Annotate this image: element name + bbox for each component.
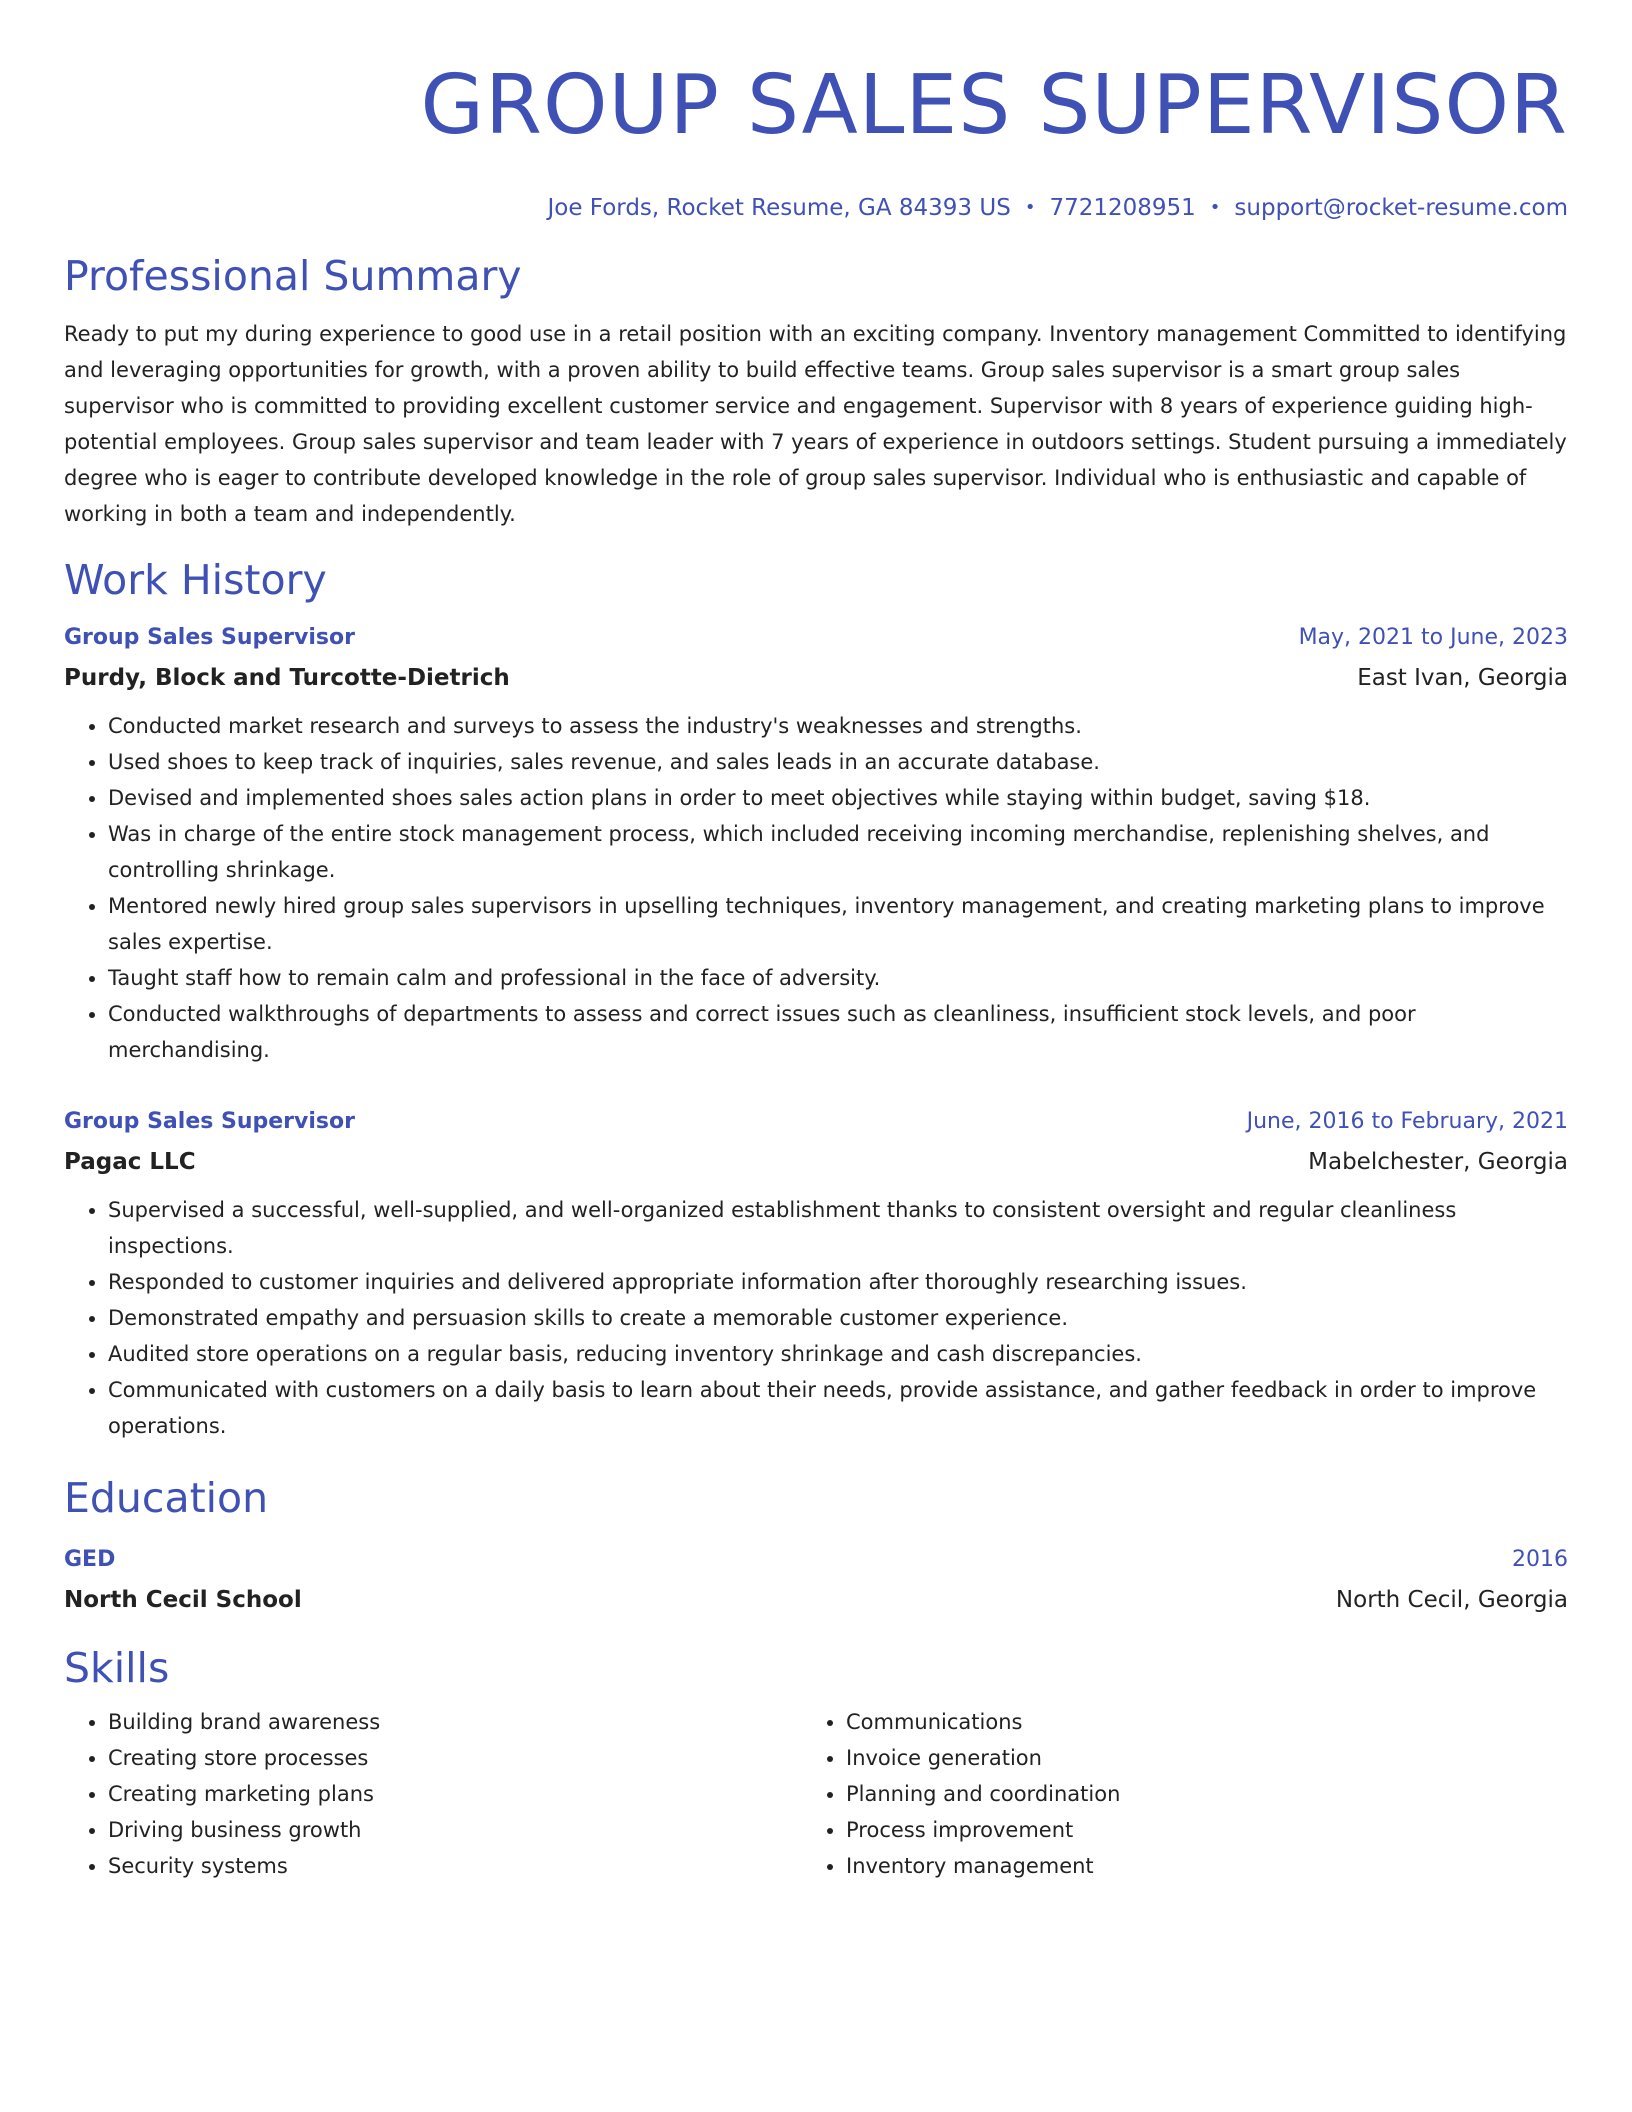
job-title: Group Sales Supervisor <box>64 1109 355 1134</box>
education-entry <box>64 1540 1568 1620</box>
work-entry-subheader <box>64 1142 1568 1182</box>
job-location: Mabelchester, Georgia <box>1308 1149 1568 1175</box>
skills-column-right <box>802 1704 1540 1884</box>
skill-item: • Inventory management <box>846 1848 1540 1884</box>
job-dates: May, 2021 to June, 2023 <box>1298 625 1568 650</box>
company-name: Pagac LLC <box>64 1149 196 1175</box>
summary-heading: Professional Summary <box>64 252 522 300</box>
work-entry-header <box>64 1102 1568 1142</box>
education-entry-header <box>64 1540 1568 1580</box>
job-bullet: • Conducted walkthroughs of departments to assess and correct issues such as cleanliness, insufficient stock levels, and poor merchandising. <box>108 996 1568 1068</box>
education-entry-subheader <box>64 1580 1568 1620</box>
contact-line <box>64 192 1568 224</box>
job-bullet: • Conducted market research and surveys to assess the industry's weaknesses and strengths. <box>108 708 1568 744</box>
work-entry-subheader <box>64 658 1568 698</box>
job-bullet: • Responded to customer inquiries and delivered appropriate information after thoroughly researching issues. <box>108 1264 1568 1300</box>
summary-text: Ready to put my during experience to good use in a retail position with an exciting company. Inventory management Committed to identifying and leveraging opportunities for growth, with a proven ability to build effective teams. Group sales supervisor is a smart group sales supervisor who is committed to providing excellent customer service and engagement. Supervisor with 8 years of experience guiding high-potential employees. Group sales supervisor and team leader with 7 years of experience in outdoors settings. Student pursuing a immediately degree who is eager to contribute developed knowledge in the role of group sales supervisor. Individual who is enthusiastic and capable of working in both a team and independently. <box>64 322 1567 526</box>
skills-heading: Skills <box>64 1644 170 1692</box>
job-bullet-list <box>64 1192 1568 1444</box>
skill-item: • Communications <box>846 1704 1540 1740</box>
skill-item: • Creating store processes <box>108 1740 802 1776</box>
skill-item: • Creating marketing plans <box>108 1776 802 1812</box>
education-year: 2016 <box>1512 1547 1568 1572</box>
job-bullet: • Devised and implemented shoes sales action plans in order to meet objectives while staying within budget, saving $18. <box>108 780 1568 816</box>
skill-item: • Planning and coordination <box>846 1776 1540 1812</box>
contact-address: Joe Fords, Rocket Resume, GA 84393 US <box>547 195 1011 221</box>
contact-email: support@rocket-resume.com <box>1234 195 1568 221</box>
school-location: North Cecil, Georgia <box>1335 1587 1568 1613</box>
job-location: East Ivan, Georgia <box>1357 665 1568 691</box>
school-name: North Cecil School <box>64 1587 302 1613</box>
job-title: Group Sales Supervisor <box>64 625 355 650</box>
job-bullet: • Communicated with customers on a daily basis to learn about their needs, provide assistance, and gather feedback in order to improve operations. <box>108 1372 1568 1444</box>
contact-separator: • <box>1209 197 1221 218</box>
contact-separator: • <box>1024 197 1036 218</box>
work-history-heading: Work History <box>64 556 327 604</box>
contact-phone: 7721208951 <box>1049 195 1196 221</box>
skill-item: • Process improvement <box>846 1812 1540 1848</box>
skills-column-left <box>64 1704 802 1884</box>
work-entry <box>64 618 1568 1068</box>
skills-list <box>64 1704 802 1884</box>
job-bullet: • Taught staff how to remain calm and professional in the face of adversity. <box>108 960 1568 996</box>
company-name: Purdy, Block and Turcotte-Dietrich <box>64 665 510 691</box>
work-entry <box>64 1102 1568 1444</box>
skill-item: • Security systems <box>108 1848 802 1884</box>
job-bullet: • Mentored newly hired group sales supervisors in upselling techniques, inventory management, and creating marketing plans to improve sales expertise. <box>108 888 1568 960</box>
degree-name: GED <box>64 1547 116 1572</box>
job-bullet: • Used shoes to keep track of inquiries, sales revenue, and sales leads in an accurate database. <box>108 744 1568 780</box>
skills-grid <box>64 1704 1568 1884</box>
job-bullet: • Audited store operations on a regular basis, reducing inventory shrinkage and cash discrepancies. <box>108 1336 1568 1372</box>
job-bullet: • Demonstrated empathy and persuasion skills to create a memorable customer experience. <box>108 1300 1568 1336</box>
skill-item: • Driving business growth <box>108 1812 802 1848</box>
job-bullet: • Was in charge of the entire stock management process, which included receiving incoming merchandise, replenishing shelves, and controlling shrinkage. <box>108 816 1568 888</box>
job-bullet-list <box>64 708 1568 1068</box>
work-entry-header <box>64 618 1568 658</box>
skill-item: • Building brand awareness <box>108 1704 802 1740</box>
skills-list <box>802 1704 1540 1884</box>
resume-title: GROUP SALES SUPERVISOR <box>420 58 1568 153</box>
job-dates: June, 2016 to February, 2021 <box>1246 1109 1568 1134</box>
resume-page <box>64 0 1568 1884</box>
job-bullet: • Supervised a successful, well-supplied, and well-organized establishment thanks to consistent oversight and regular cleanliness inspections. <box>108 1192 1568 1264</box>
skill-item: • Invoice generation <box>846 1740 1540 1776</box>
education-heading: Education <box>64 1474 269 1522</box>
